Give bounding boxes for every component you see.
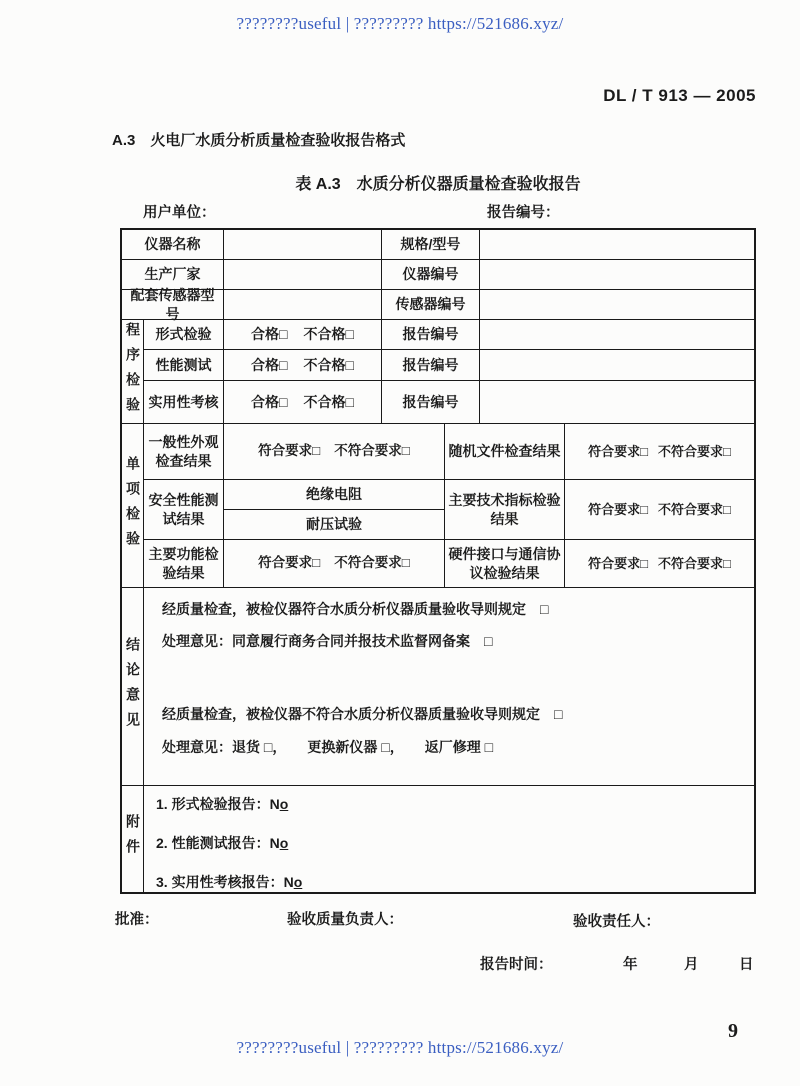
tech-index-checks (565, 480, 754, 540)
performance-report-value[interactable] (480, 350, 754, 381)
type-test-label: 形式检验 (144, 320, 224, 350)
appearance-checks (224, 424, 445, 480)
type-test-report-label: 报告编号 (382, 320, 480, 350)
appearance-result-label: 一般性外观检查结果 (144, 424, 224, 480)
no-mark[interactable]: No (269, 834, 289, 851)
sensor-model-label: 配套传感器型号 (122, 290, 224, 320)
type-test-report-value[interactable] (480, 320, 754, 350)
manufacturer-label: 生产厂家 (122, 260, 224, 290)
not-meets-checkbox[interactable]: 不符合要求□ (658, 501, 731, 517)
procedure-band (122, 320, 754, 424)
safety-test-result-label: 安全性能测试结果 (144, 480, 224, 540)
standard-number: DL / T 913 — 2005 (603, 86, 756, 105)
fail-checkbox[interactable]: 不合格□ (303, 393, 354, 410)
not-meets-checkbox[interactable]: 不符合要求□ (334, 443, 410, 459)
report-no-label: 报告编号： (487, 205, 560, 221)
performance-report-label: 报告编号 (382, 350, 480, 381)
top-watermark: ????????useful | ????????? https://521686.xyz/ (236, 14, 564, 33)
practicality-report-value[interactable] (480, 381, 754, 424)
table-title: 表 A.3 水质分析仪器质量检查验收报告 (295, 176, 581, 193)
hardware-interface-checks (565, 540, 754, 588)
no-mark[interactable]: No (269, 796, 289, 812)
conclusion-band (122, 588, 754, 786)
page-number: 9 (728, 1020, 738, 1042)
type-test-checks (224, 320, 382, 350)
conclusion-content (144, 588, 754, 786)
sensor-no-label: 传感器编号 (382, 290, 480, 320)
conclusion-fail-statement[interactable]: 经质量检查，被检仪器不符合水质分析仪器质量验收导则规定 □ (162, 705, 563, 722)
sensor-model-value[interactable] (224, 290, 382, 320)
attachment-group-label: 附件 (122, 786, 144, 892)
instrument-name-value[interactable] (224, 230, 382, 260)
main-function-result-label: 主要功能检验结果 (144, 540, 224, 588)
not-meets-checkbox[interactable]: 不符合要求□ (334, 555, 410, 571)
attachment-item: 1. 形式检验报告：No (156, 796, 289, 812)
practicality-report-label: 报告编号 (382, 381, 480, 424)
conclusion-pass-statement[interactable]: 经质量检查，被检仪器符合水质分析仪器质量验收导则规定 □ (162, 601, 549, 617)
section-heading: A.3 火电厂水质分析质量检查验收报告格式 (112, 132, 406, 149)
day-label: 日 (739, 957, 754, 973)
year-label: 年 (623, 957, 638, 973)
pass-checkbox[interactable]: 合格□ (251, 326, 288, 343)
tech-index-result-label: 主要技术指标检验结果 (445, 480, 565, 540)
conclusion-group-label: 结论意见 (122, 588, 144, 786)
meets-checkbox[interactable]: 符合要求□ (588, 555, 648, 571)
practicality-test-label: 实用性考核 (144, 381, 224, 424)
attachment-content (144, 786, 754, 892)
attachment-band (122, 786, 754, 892)
not-meets-checkbox[interactable]: 不符合要求□ (658, 443, 731, 459)
main-function-checks (224, 540, 445, 588)
instrument-no-value[interactable] (480, 260, 754, 290)
meets-checkbox[interactable]: 符合要求□ (258, 555, 321, 571)
month-label: 月 (684, 957, 699, 973)
conclusion-fail-disposal[interactable]: 处理意见：退货 □， 更换新仪器 □， 返厂修理 □ (162, 738, 494, 755)
bottom-watermark: ????????useful | ????????? https://521686.xyz/ (236, 1038, 564, 1057)
acceptance-report-table (120, 228, 756, 894)
insulation-resistance-label: 绝缘电阻 (224, 480, 444, 510)
pass-checkbox[interactable]: 合格□ (251, 356, 288, 373)
spec-model-value[interactable] (480, 230, 754, 260)
random-docs-result-label: 随机文件检查结果 (445, 424, 565, 480)
practicality-test-checks (224, 381, 382, 424)
safety-subtests (224, 480, 445, 540)
conclusion-pass-disposal[interactable]: 处理意见：同意履行商务合同并报技术监督网备案 □ (162, 632, 493, 649)
hardware-interface-result-label: 硬件接口与通信协议检验结果 (445, 540, 565, 588)
instrument-name-label: 仪器名称 (122, 230, 224, 260)
fail-checkbox[interactable]: 不合格□ (303, 356, 354, 373)
instrument-no-label: 仪器编号 (382, 260, 480, 290)
report-time-label: 报告时间： (480, 957, 553, 973)
procedure-group-label: 程序检验 (122, 320, 144, 424)
acceptor-label: 验收责任人： (573, 914, 660, 930)
attachment-item: 2. 性能测试报告：No (156, 834, 289, 851)
performance-test-label: 性能测试 (144, 350, 224, 381)
manufacturer-value[interactable] (224, 260, 382, 290)
user-unit-label: 用户单位： (143, 205, 216, 221)
item-band (122, 424, 754, 588)
meets-checkbox[interactable]: 符合要求□ (588, 443, 648, 459)
sensor-no-value[interactable] (480, 290, 754, 320)
withstand-voltage-label: 耐压试验 (306, 516, 362, 533)
fail-checkbox[interactable]: 不合格□ (303, 326, 354, 343)
not-meets-checkbox[interactable]: 不符合要求□ (658, 555, 731, 571)
item-group-label: 单项检验 (122, 424, 144, 588)
info-band (122, 230, 754, 320)
spec-model-label: 规格/型号 (382, 230, 480, 260)
random-docs-checks (565, 424, 754, 480)
attachment-item: 3. 实用性考核报告：No (156, 873, 303, 890)
performance-test-checks (224, 350, 382, 381)
pass-checkbox[interactable]: 合格□ (251, 393, 288, 410)
quality-head-label: 验收质量负责人： (287, 912, 403, 928)
approve-label: 批准： (115, 912, 159, 928)
meets-checkbox[interactable]: 符合要求□ (258, 443, 321, 459)
meets-checkbox[interactable]: 符合要求□ (588, 501, 648, 517)
no-mark[interactable]: No (283, 873, 303, 890)
